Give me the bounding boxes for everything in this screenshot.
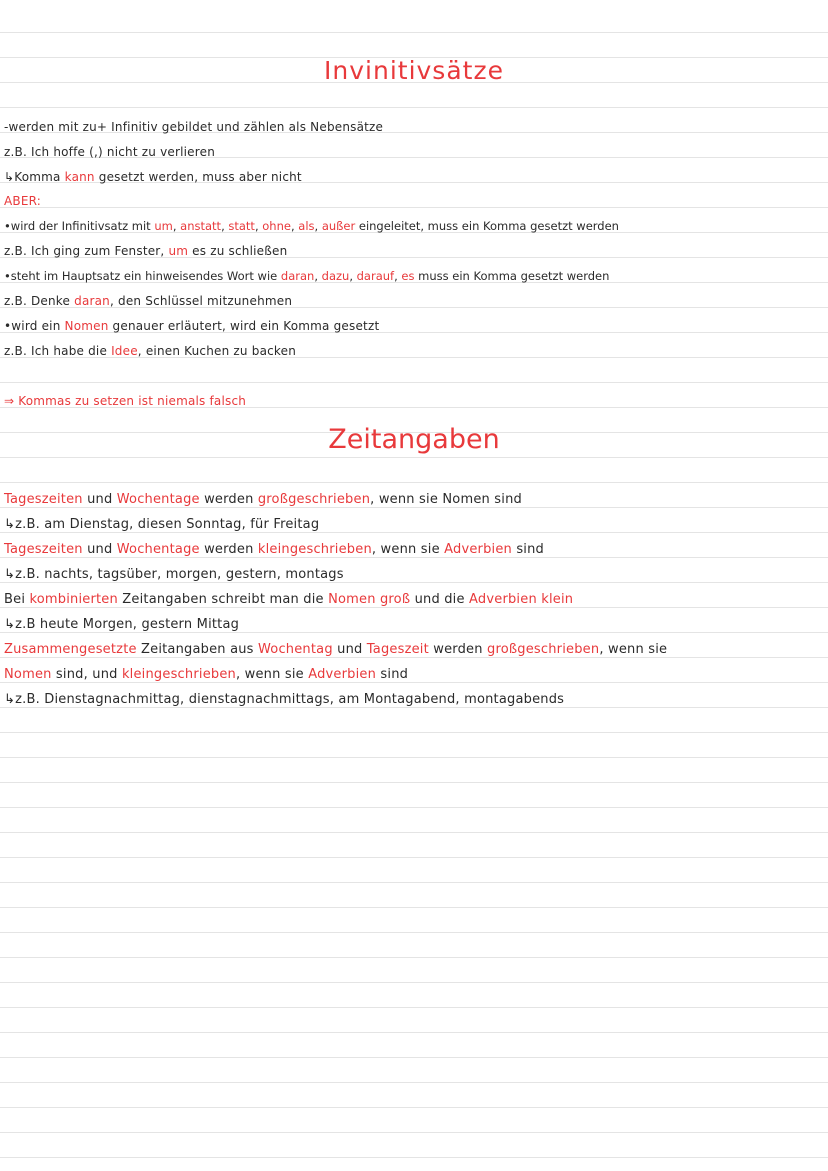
highlight-word: Tageszeiten — [4, 542, 83, 557]
section-title-infinitivsaetze: Invinitivsätze — [324, 56, 504, 85]
highlight-word: daran — [280, 269, 315, 283]
note-conclusion: ⇒ Kommas zu setzen ist niemals falsch — [4, 394, 247, 408]
note-line — [4, 343, 296, 359]
note-text: eingeleitet, muss ein Komma gesetzt werden — [355, 219, 619, 233]
note-line — [4, 318, 379, 334]
note-text: •wird ein — [4, 319, 65, 333]
highlight-word: statt — [228, 219, 255, 233]
highlight-word: Wochentag — [258, 642, 333, 657]
note-text: Zeitangaben aus — [136, 642, 258, 657]
note-line: ↳z.B. nachts, tagsüber, morgen, gestern, montags — [4, 567, 344, 582]
note-text: werden — [199, 492, 258, 507]
highlight-word: kleingeschrieben — [257, 542, 372, 557]
note-text: , — [221, 219, 229, 233]
note-text: , wenn sie — [235, 667, 309, 682]
note-text: z.B. Denke — [4, 294, 75, 308]
highlight-word: kombinierten — [29, 592, 118, 607]
note-text: sind, und — [51, 667, 122, 682]
note-text: , wenn sie — [599, 642, 668, 657]
note-line — [4, 293, 292, 309]
note-line — [4, 667, 408, 683]
highlight-word: großgeschrieben — [257, 492, 371, 507]
note-text: , wenn sie Nomen sind — [370, 492, 522, 507]
highlight-word: kleingeschrieben — [121, 667, 236, 682]
highlight-word: Idee — [111, 344, 138, 358]
note-line — [4, 542, 544, 558]
note-line: ↳z.B. am Dienstag, diesen Sonntag, für Freitag — [4, 517, 320, 532]
note-text: Bei — [4, 592, 30, 607]
note-text: muss ein Komma gesetzt werden — [414, 269, 610, 283]
note-text: •wird der Infinitivsatz mit — [4, 219, 155, 233]
note-text: z.B. Ich ging zum Fenster, — [4, 244, 169, 258]
note-text: werden — [199, 542, 258, 557]
note-text: •steht im Hauptsatz ein hinweisendes Wort wie — [4, 269, 281, 283]
highlight-word: Nomen — [64, 319, 109, 333]
highlight-word: dazu — [321, 269, 350, 283]
highlight-word: um — [168, 244, 189, 258]
highlight-word: Zusammengesetzte — [4, 642, 137, 657]
note-text: und — [82, 542, 117, 557]
highlight-word: ohne — [262, 219, 291, 233]
highlight-word: daran — [74, 294, 110, 308]
highlight-word: darauf — [356, 269, 395, 283]
highlight-word: Tageszeiten — [4, 492, 83, 507]
note-text: , den Schlüssel mitzunehmen — [110, 294, 293, 308]
highlight-word: Adverbien klein — [469, 592, 574, 607]
highlight-word: Wochentage — [116, 542, 200, 557]
note-line: z.B. Ich hoffe (,) nicht zu verlieren — [4, 145, 216, 159]
note-text: sind — [376, 667, 409, 682]
note-line: -werden mit zu+ Infinitiv gebildet und zählen als Nebensätze — [4, 120, 384, 134]
note-line — [4, 592, 573, 608]
highlight-word: Nomen groß — [328, 592, 411, 607]
highlight-word: außer — [321, 219, 356, 233]
highlight-word: großgeschrieben — [487, 642, 600, 657]
note-text: und — [332, 642, 367, 657]
note-text: Zeitangaben schreibt man die — [117, 592, 329, 607]
highlight-word: Adverbien — [444, 542, 512, 557]
note-text: , — [290, 219, 299, 233]
highlight-word: Nomen — [4, 667, 52, 682]
note-text: es zu schließen — [188, 244, 288, 258]
note-text: , — [314, 269, 322, 283]
note-text: genauer erläutert, wird ein Komma gesetzt — [108, 319, 380, 333]
note-text: , einen Kuchen zu backen — [137, 344, 297, 358]
note-line — [4, 243, 287, 259]
note-line-aber: ABER: — [4, 194, 42, 208]
note-line: ↳z.B. Dienstagnachmittag, dienstagnachmittags, am Montagabend, montagabends — [4, 692, 565, 707]
highlight-word: um — [154, 219, 173, 233]
note-text: sind — [511, 542, 544, 557]
note-text: werden — [428, 642, 488, 657]
note-text: , — [394, 269, 402, 283]
section-title-zeitangaben: Zeitangaben — [328, 424, 500, 455]
note-line — [4, 268, 609, 284]
highlight-word: kann — [64, 170, 95, 184]
highlight-word: Tageszeit — [366, 642, 429, 657]
note-line — [4, 492, 522, 508]
note-line — [4, 642, 667, 658]
note-text: , — [172, 219, 181, 233]
note-line: ↳z.B heute Morgen, gestern Mittag — [4, 617, 240, 632]
note-text: , wenn sie — [371, 542, 445, 557]
note-text: , — [254, 219, 263, 233]
note-text: , — [314, 219, 322, 233]
highlight-word: es — [401, 269, 415, 283]
highlight-word: als — [298, 219, 315, 233]
note-text: , — [349, 269, 357, 283]
highlight-word: Wochentage — [116, 492, 200, 507]
note-text: gesetzt werden, muss aber nicht — [94, 170, 302, 184]
highlight-word: anstatt — [180, 219, 222, 233]
note-text: und — [82, 492, 117, 507]
note-line — [4, 169, 302, 185]
highlight-word: Adverbien — [308, 667, 377, 682]
note-line — [4, 218, 619, 234]
note-text: z.B. Ich habe die — [4, 344, 112, 358]
note-text: und die — [410, 592, 470, 607]
note-text: ↳Komma — [4, 170, 65, 184]
